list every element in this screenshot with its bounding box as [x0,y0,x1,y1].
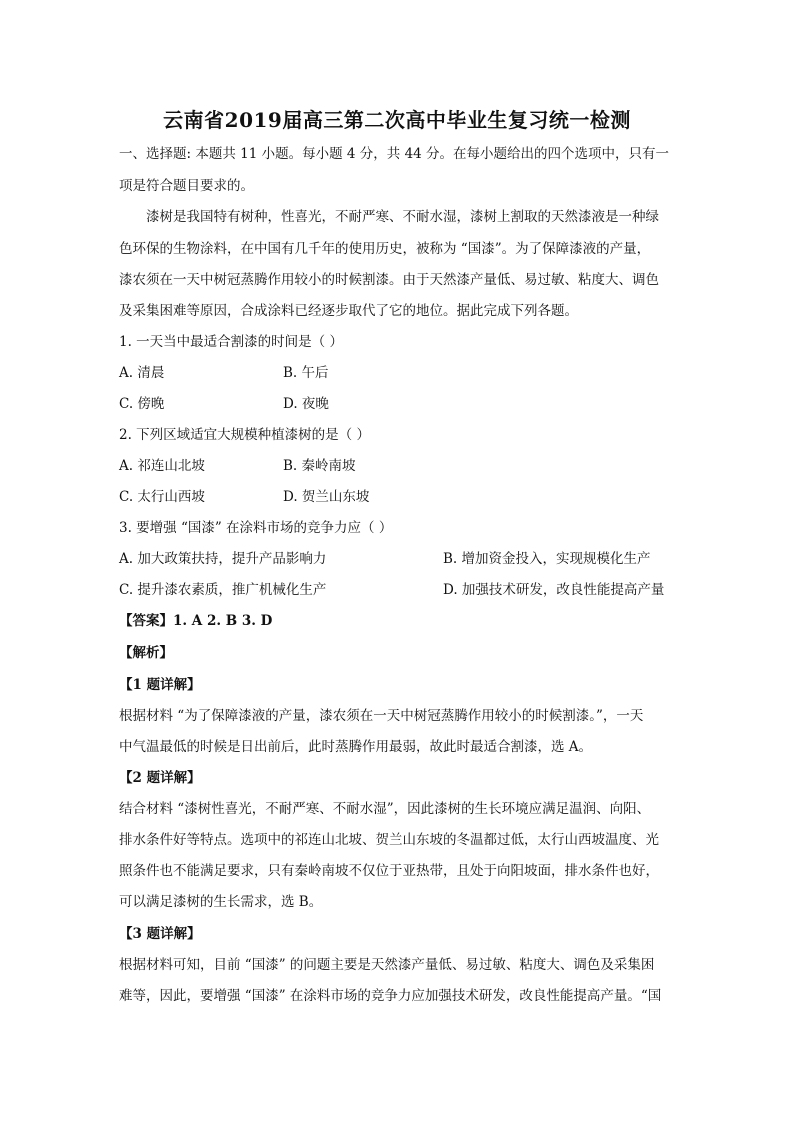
question-1-option-b: B. 午后 [283,365,329,381]
question-2-stem: 2. 下列区域适宜大规模种植漆树的是（ ） [119,427,370,443]
section-header-line-2: 项是符合题目要求的。 [119,178,254,194]
detail-2-line-2: 排水条件好等特点。选项中的祁连山北坡、贺兰山东坡的冬温都过低，太行山西坡温度、光 [119,832,659,848]
question-2-option-c: C. 太行山西坡 [119,489,205,505]
document-title: 云南省2019届高三第二次高中毕业生复习统一检测 [163,108,631,132]
question-2-option-d: D. 贺兰山东坡 [283,489,370,505]
question-3-option-b: B. 增加资金投入，实现规模化生产 [443,551,651,567]
question-3-option-a: A. 加大政策扶持，提升产品影响力 [119,551,327,567]
passage-line-4: 及采集困难等原因，合成涂料已经逐步取代了它的地位。据此完成下列各题。 [119,303,578,319]
detail-3-heading: 【3 题详解】 [119,926,201,942]
detail-2-line-3: 照条件也不能满足要求，只有秦岭南坡不仅位于亚热带，且处于向阳坡面，排水条件也好， [119,863,659,879]
section-header-line-1: 一、选择题: 本题共 11 小题。每小题 4 分，共 44 分。在每小题给出的四个选项中，只有一 [119,146,670,162]
question-1-option-d: D. 夜晚 [283,396,329,412]
detail-2-line-1: 结合材料 “漆树性喜光，不耐严寒、不耐水湿”，因此漆树的生长环境应满足温润、向阳、 [119,801,651,817]
detail-3-line-2: 难等，因此，要增强 “国漆” 在涂料市场的竞争力应加强技术研发，改良性能提高产量。“国 [119,988,662,1004]
question-1-option-a: A. 清晨 [119,365,165,381]
question-1-option-c: C. 傍晚 [119,396,165,412]
detail-2-line-4: 可以满足漆树的生长需求，选 B。 [119,894,323,910]
question-3-option-d: D. 加强技术研发，改良性能提高产量 [443,582,665,598]
question-3-stem: 3. 要增强 “国漆” 在涂料市场的竞争力应（ ） [119,520,393,536]
detail-2-heading: 【2 题详解】 [119,770,201,786]
passage-line-3: 漆农须在一天中树冠蒸腾作用较小的时候割漆。由于天然漆产量低、易过敏、粘度大、调色 [119,272,659,288]
question-1-stem: 1. 一天当中最适合割漆的时间是（ ） [119,334,343,350]
question-2-option-b: B. 秦岭南坡 [283,458,356,474]
detail-3-line-1: 根据材料可知，目前 “国漆” 的问题主要是天然漆产量低、易过敏、粘度大、调色及采集困 [119,957,655,973]
detail-1-line-1: 根据材料 “为了保障漆液的产量，漆农须在一天中树冠蒸腾作用较小的时候割漆。”，一天 [119,708,644,724]
passage-line-1: 漆树是我国特有树种，性喜光，不耐严寒、不耐水湿，漆树上割取的天然漆液是一种绿 [146,209,659,225]
answer-line: 【答案】1. A 2. B 3. D [119,613,273,629]
analysis-label: 【解析】 [119,645,173,661]
passage-line-2: 色环保的生物涂料，在中国有几千年的使用历史，被称为 “国漆”。为了保障漆液的产量， [119,241,651,257]
question-2-option-a: A. 祁连山北坡 [119,458,205,474]
question-3-option-c: C. 提升漆农素质，推广机械化生产 [119,582,327,598]
detail-1-heading: 【1 题详解】 [119,677,201,693]
detail-1-line-2: 中气温最低的时候是日出前后，此时蒸腾作用最弱，故此时最适合割漆，选 A。 [119,739,593,755]
